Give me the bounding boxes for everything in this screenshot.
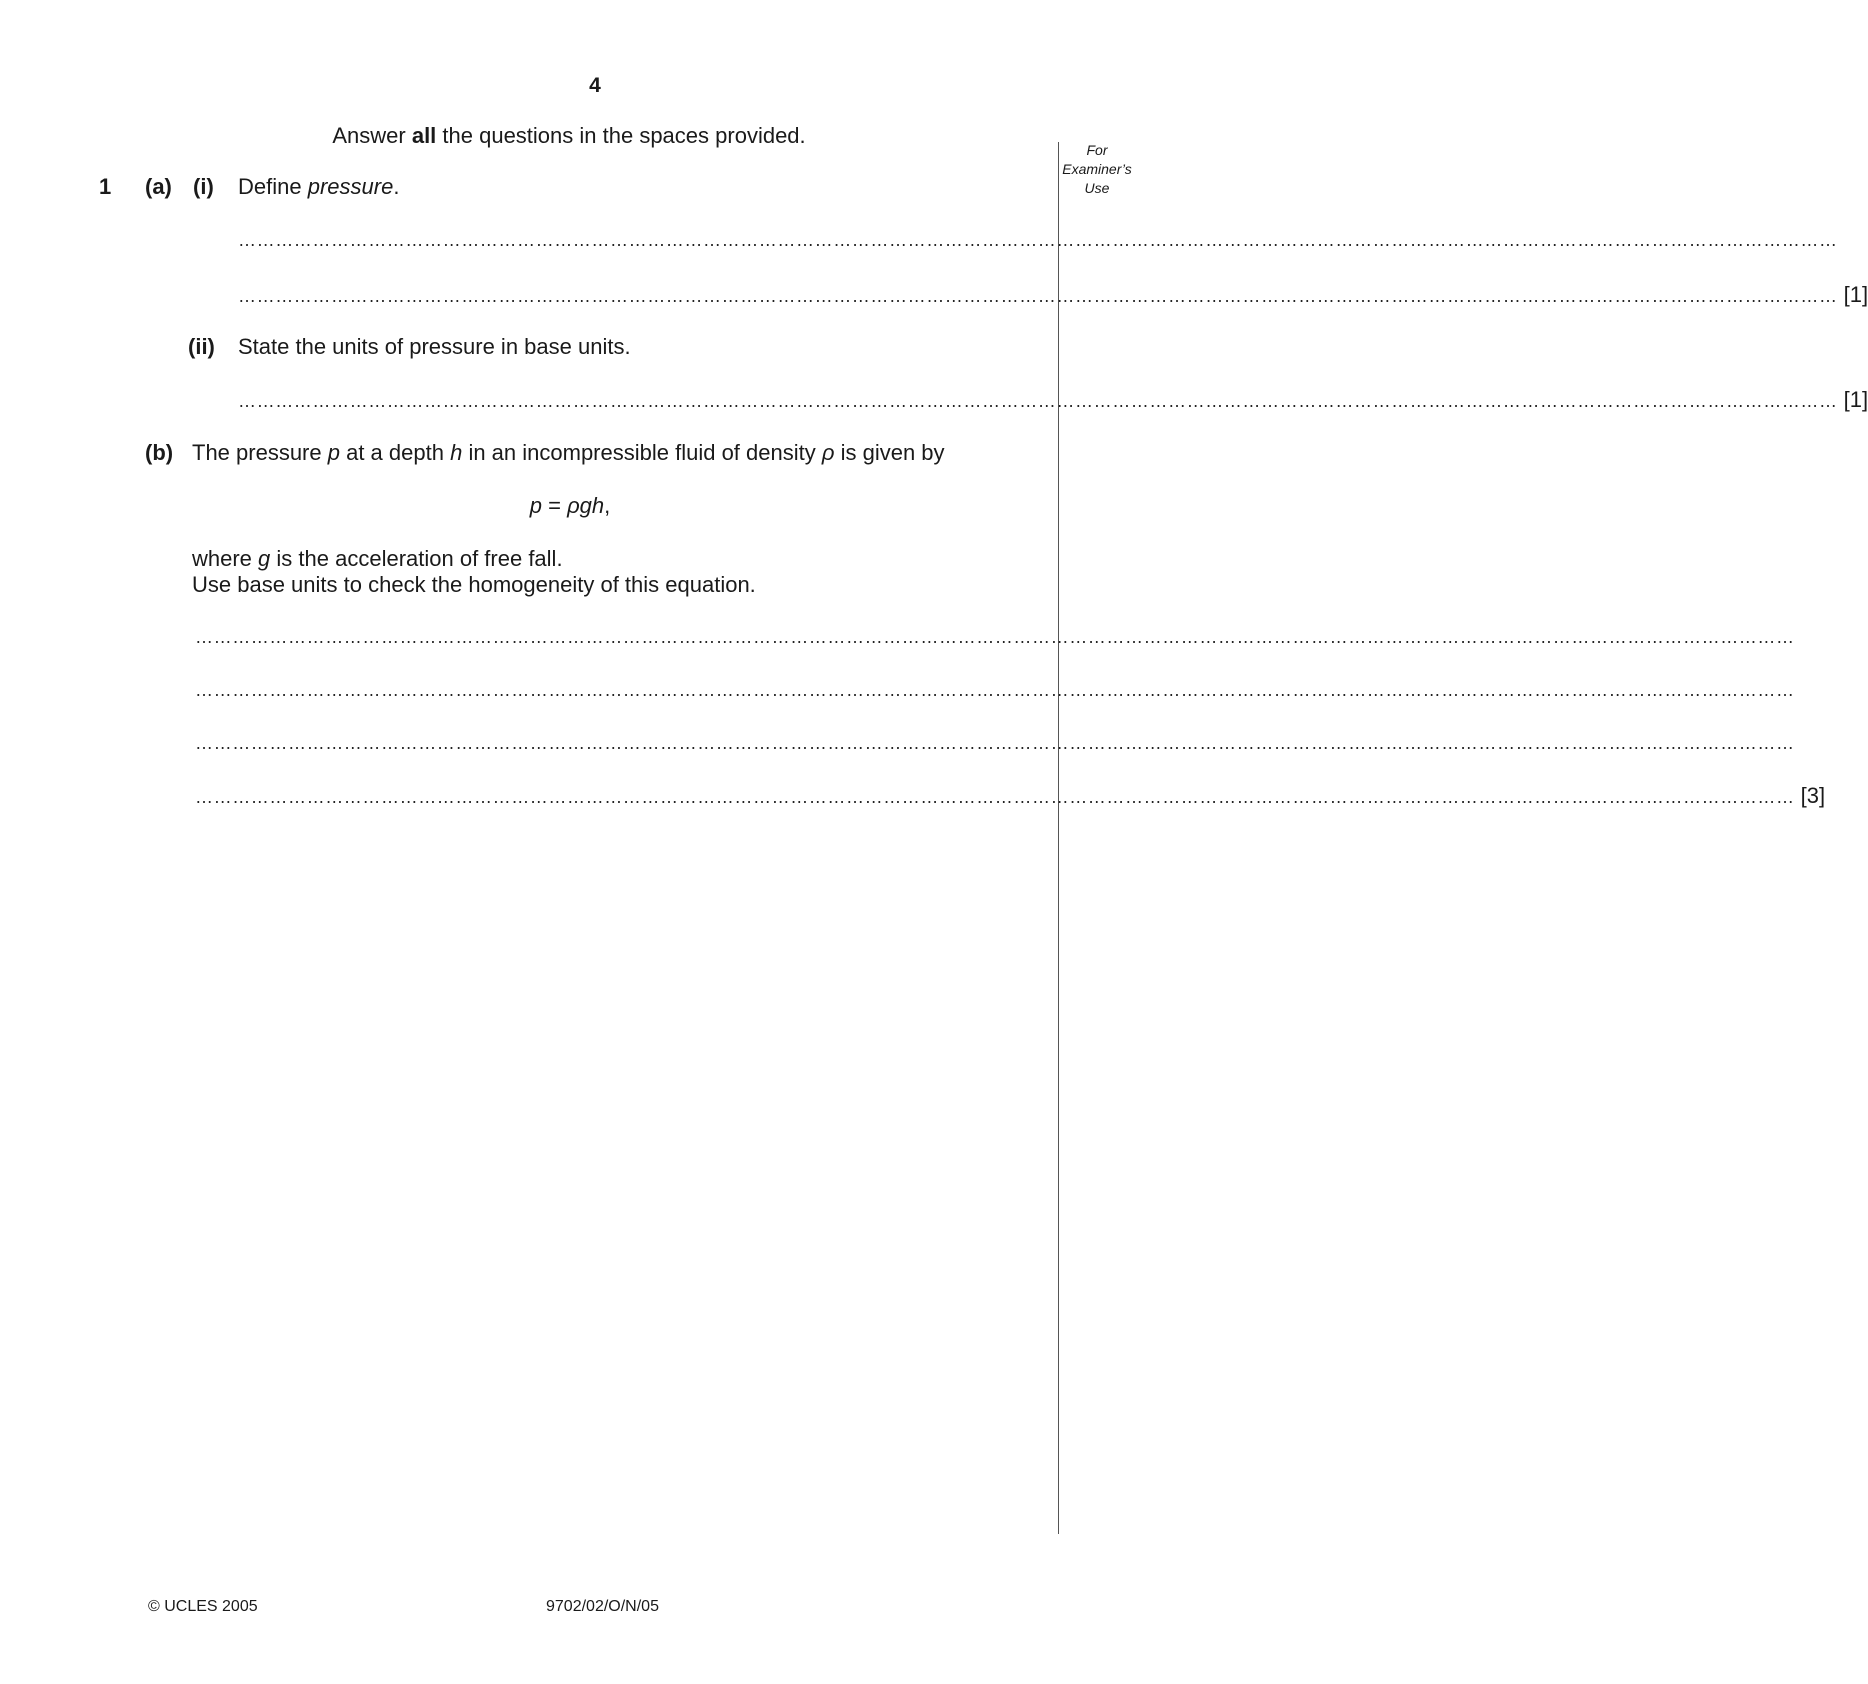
part-b-label: (b) xyxy=(145,440,174,465)
instruction: Answer all the questions in the spaces provided. xyxy=(332,123,806,148)
answer-line[interactable]: …………………………………………………………………………………………………………………………………………………………………………………………………………………………………… [3] xyxy=(195,783,1826,808)
mark-allocation: [1] xyxy=(1843,387,1868,412)
part-b-instruction: Use base units to check the homogeneity of this equation. xyxy=(192,572,756,597)
answer-line[interactable]: …………………………………………………………………………………………………………………………………………………………………………………………………………………………………… xyxy=(195,680,1795,700)
answer-line[interactable]: …………………………………………………………………………………………………………………………………………………………………………………………………………………………………… xyxy=(238,230,1838,250)
footer-paper-code: 9702/02/O/N/05 xyxy=(546,1598,659,1615)
answer-line[interactable]: …………………………………………………………………………………………………………………………………………………………………………………………………………………………………… [1] xyxy=(238,387,1868,412)
equation: p = ρgh, xyxy=(529,493,611,518)
page-number: 4 xyxy=(589,74,601,97)
part-a-label: (a) xyxy=(145,174,172,199)
answer-line[interactable]: …………………………………………………………………………………………………………………………………………………………………………………………………………………………………… xyxy=(195,733,1795,753)
subpart-ii-label: (ii) xyxy=(188,334,215,359)
examiner-margin-rule xyxy=(1058,142,1059,1534)
mark-allocation: [3] xyxy=(1800,783,1826,808)
subpart-ii-text: State the units of pressure in base units. xyxy=(238,334,631,359)
answer-line[interactable]: …………………………………………………………………………………………………………………………………………………………………………………………………………………………………… [1] xyxy=(238,282,1868,307)
part-b-where: where g is the acceleration of free fall. xyxy=(192,546,563,571)
answer-line[interactable]: …………………………………………………………………………………………………………………………………………………………………………………………………………………………………… xyxy=(195,627,1795,647)
mark-allocation: [1] xyxy=(1843,282,1868,307)
examiner-use-box: For Examiner’s Use xyxy=(1062,142,1132,196)
part-b-intro: The pressure p at a depth h in an incompressible fluid of density ρ is given by xyxy=(192,440,945,465)
subpart-i-text: Define pressure. xyxy=(238,174,400,199)
footer-copyright: © UCLES 2005 xyxy=(148,1598,258,1615)
subpart-i-label: (i) xyxy=(193,174,214,199)
question-number: 1 xyxy=(99,174,112,199)
